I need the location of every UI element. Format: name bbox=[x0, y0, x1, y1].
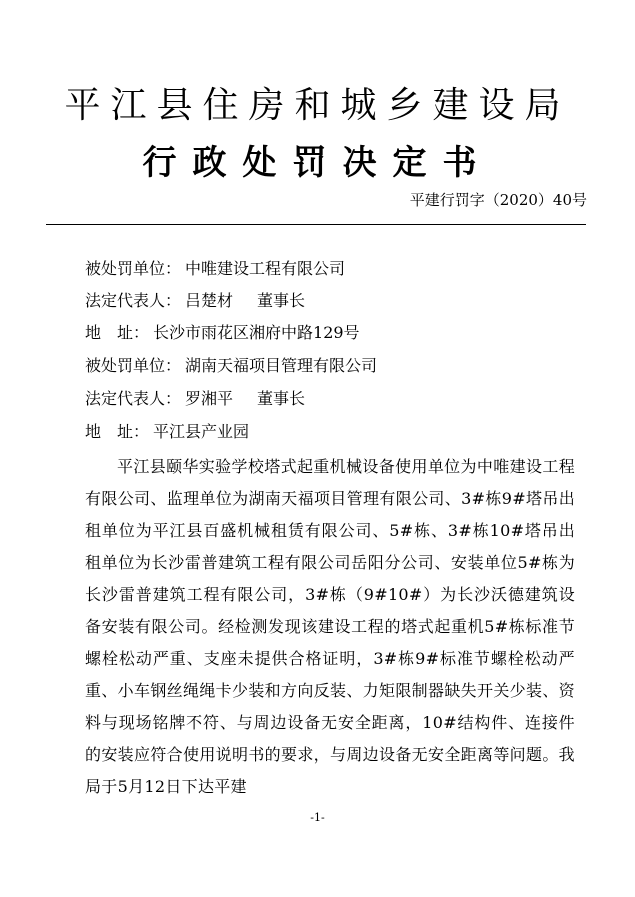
party-title: 董事长 bbox=[257, 291, 306, 310]
document-number: 平建行罚字（2020）40号 bbox=[409, 191, 587, 209]
party-label: 被处罚单位： bbox=[85, 259, 182, 278]
party-title: 董事长 bbox=[257, 389, 306, 408]
party-label: 法定代表人： bbox=[85, 389, 182, 408]
party-line-representative-1 bbox=[85, 289, 305, 313]
header-divider bbox=[46, 224, 586, 225]
party-line-representative-2 bbox=[85, 387, 305, 411]
page-number: -1- bbox=[310, 811, 325, 824]
party-value: 平江县产业园 bbox=[153, 422, 250, 441]
party-line-company-2 bbox=[85, 354, 377, 378]
body-paragraph: 平江县颐华实验学校塔式起重机械设备使用单位为中唯建设工程有限公司、监理单位为湖南天福项目管理有限公司、3#栋9#塔吊出租单位为平江县百盛机械租赁有限公司、5#栋、3#栋10#塔吊出租单位为长沙雷普建筑工程有限公司岳阳分公司、安装单位5#栋为长沙雷普建筑工程有限公司，3#栋（9#10#）为长沙沃德建筑设备安装有限公司。经检测发现该建设工程的塔式起重机5#栋标准节螺栓松动严重、支座未提供合格证明，3#栋9#标准节螺栓松动严重、小车钢丝绳绳卡少装和方向反装、力矩限制器缺失开关少装、资料与现场铭牌不符、与周边设备无安全距离，10#结构件、连接件的安装应符合使用说明书的要求，与周边设备无安全距离等问题。我局于5月12日下达平建 bbox=[85, 457, 575, 796]
party-value: 罗湘平 bbox=[185, 389, 234, 408]
party-label: 被处罚单位： bbox=[85, 356, 182, 375]
party-label: 地 址： bbox=[85, 422, 150, 441]
party-line-address-1 bbox=[85, 321, 360, 345]
party-line-address-2 bbox=[85, 420, 249, 444]
party-value: 长沙市雨花区湘府中路129号 bbox=[153, 323, 360, 342]
party-line-company-1 bbox=[85, 257, 345, 281]
party-label: 地 址： bbox=[85, 323, 150, 342]
party-value: 中唯建设工程有限公司 bbox=[185, 259, 346, 278]
party-label: 法定代表人： bbox=[85, 291, 182, 310]
party-value: 湖南天福项目管理有限公司 bbox=[185, 356, 378, 375]
party-value: 吕楚材 bbox=[185, 291, 234, 310]
document-type-title: 行政处罚决定书 bbox=[142, 143, 493, 183]
agency-name: 平江县住房和城乡建设局 bbox=[64, 85, 571, 126]
